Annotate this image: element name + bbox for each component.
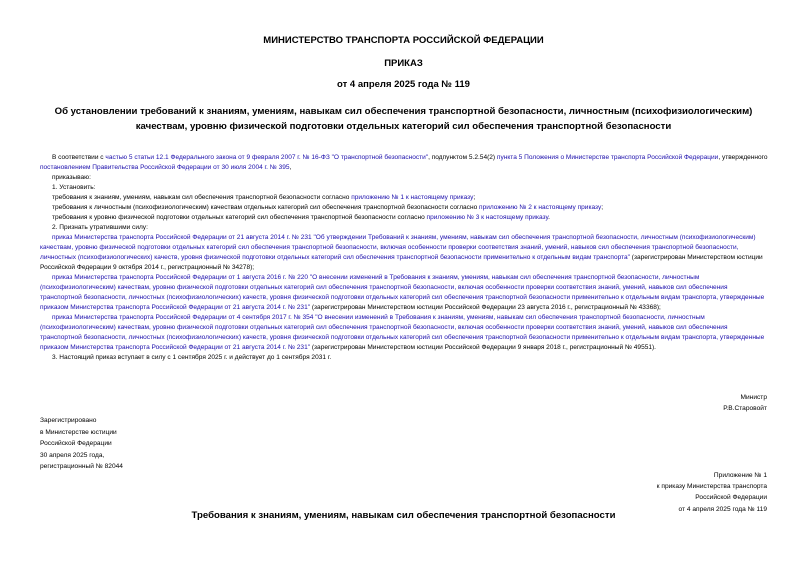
appendix3-link[interactable]: приложению № 3 к настоящему приказу (426, 214, 549, 221)
registration-line: в Министерстве юстиции (40, 428, 117, 436)
item-text: (зарегистрирован Министерством юстиции Российской Федерации 23 августа 2016 г., регистрационный № 43368); (310, 304, 661, 311)
preamble-text: , утвержденного (718, 154, 768, 161)
item1-line2 (40, 203, 770, 213)
date-number-heading: от 4 апреля 2025 года № 119 (337, 79, 470, 90)
appendix1-link[interactable]: приложению № 1 к настоящему приказу (351, 194, 474, 201)
preamble-text: В соответствии с (52, 154, 106, 161)
registration-line: 30 апреля 2025 года, (40, 451, 105, 459)
item1-line3 (40, 213, 770, 223)
order-220-link[interactable]: приказ Министерства транспорта Российской Федерации от 1 августа 2016 г. № 220 "О внесении изменений в Требования к знаниям, умениям, навыкам сил обеспечения транспортной безопасности, личностным (психофизиологическим) качествам, уровню физической подготовки отдельных категорий сил обеспечения транспортной безопасности, включая особенности проверки соответствия знаний, умений, навыков сил обеспечения транспортной безопасности, личностных (психофизиологических) качеств, уровня физической подготовки отдельных категорий сил обеспечения транспортной безопасности применительно к отдельным видам транспорта, утвержденные приказом Министерства транспорта Российской Федерации от 21 августа 2014 г. № 231" (40, 274, 765, 311)
item-text: (зарегистрирован Министерством юстиции Российской Федерации 9 января 2018 г., регистрационный № 49551). (310, 344, 656, 351)
appendix-line: от 4 апреля 2025 года № 119 (678, 505, 767, 513)
repealed-order-1 (40, 233, 770, 273)
signature-position: Министр (740, 394, 767, 401)
decree-link[interactable]: постановлением Правительства Российской Федерации от 30 июля 2004 г. № 395 (40, 164, 290, 171)
item-text: (зарегистрирован Министерством юстиции Российской Федерации 9 октября 2014 г., регистрационный № 34278); (40, 254, 763, 271)
appendix-line: к приказу Министерства транспорта (656, 483, 767, 491)
item2-title: 2. Признать утратившими силу: (52, 224, 148, 231)
registration-line: Российской Федерации (40, 440, 112, 447)
item3: 3. Настоящий приказ вступает в силу с 1 сентября 2025 г. и действует до 1 сентября 2031 г. (52, 354, 332, 361)
subject-title: Об установлении требований к знаниям, умениям, навыкам сил обеспечения транспортной безопасности, личностным (психофизиологическим) качествам, уровню физической подготовки отдельных категорий сил обеспечения транспортной безопасности (54, 106, 753, 132)
repealed-order-3 (40, 313, 770, 353)
preamble-text: , подпунктом 5.2.54(2) (428, 154, 497, 161)
registration-line: регистрационный № 82044 (40, 463, 123, 470)
item1-title: 1. Установить: (52, 184, 96, 191)
repealed-order-2 (40, 273, 770, 313)
registration-block (40, 415, 123, 473)
item-text: требования к уровню физической подготовки отдельных категорий сил обеспечения транспортной безопасности согласно (52, 214, 427, 221)
regulation-link[interactable]: пункта 5 Положения о Министерстве транспорта Российской Федерации (496, 154, 719, 161)
signature-block (723, 392, 767, 414)
preamble-text: , (289, 164, 292, 171)
appendix-title: Требования к знаниям, умениям, навыкам сил обеспечения транспортной безопасности (191, 510, 616, 521)
ministry-heading: МИНИСТЕРСТВО ТРАНСПОРТА РОССИЙСКОЙ ФЕДЕРАЦИИ (263, 35, 544, 46)
item-text: ; (473, 194, 476, 201)
appendix-header (657, 470, 767, 515)
item1-line1 (40, 193, 770, 203)
appendix-line: Приложение № 1 (713, 472, 767, 479)
doc-type-heading: ПРИКАЗ (384, 58, 423, 69)
law-link[interactable]: частью 5 статьи 12.1 Федерального закона от 9 февраля 2007 г. № 16-ФЗ "О транспортной безопасности" (105, 154, 429, 161)
order-354-link[interactable]: приказ Министерства транспорта Российской Федерации от 4 сентября 2017 г. № 354 "О внесении изменений в Требования к знаниям, умениям, навыкам сил обеспечения транспортной безопасности, личностным (психофизиологическим) качествам, уровню физической подготовки отдельных категорий сил обеспечения транспортной безопасности, включая особенности проверки соответствия знаний, умений, навыков сил обеспечения транспортной безопасности, личностных (психофизиологических) качеств, уровня физической подготовки отдельных категорий сил обеспечения транспортной безопасности применительно к отдельным видам транспорта, утвержденные приказом Министерства транспорта Российской Федерации от 21 августа 2014 г. № 231" (40, 314, 765, 351)
appendix2-link[interactable]: приложению № 2 к настоящему приказу (479, 204, 602, 211)
item-text: требования к личностным (психофизиологическим) качествам отдельных категорий сил обеспечения транспортной безопасности согласно (52, 204, 480, 211)
appendix-line: Российской Федерации (695, 494, 767, 502)
preamble (40, 153, 770, 173)
orders-word: приказываю: (52, 174, 91, 181)
signature-name: Р.В.Старовойт (723, 405, 767, 412)
item-text: . (548, 214, 550, 221)
order-231-link[interactable]: приказ Министерства транспорта Российской Федерации от 21 августа 2014 г. № 231 "Об утверждении Требований к знаниям, умениям, навыкам сил обеспечения транспортной безопасности, личностным (психофизиологическим) качествам, уровню физической подготовки отдельных категорий сил обеспечения транспортной безопасности, включая особенности проверки соответствия знаний, умений, навыков сил обеспечения транспортной безопасности, личностных (психофизиологических) качеств, уровня физической подготовки отдельных категорий сил обеспечения транспортной безопасности применительно к отдельным видам транспорта" (40, 234, 756, 261)
item-text: требования к знаниям, умениям, навыкам сил обеспечения транспортной безопасности согласно (52, 194, 352, 201)
item-text: ; (601, 204, 604, 211)
registration-line: Зарегистрировано (40, 417, 97, 424)
document-body (40, 153, 770, 363)
